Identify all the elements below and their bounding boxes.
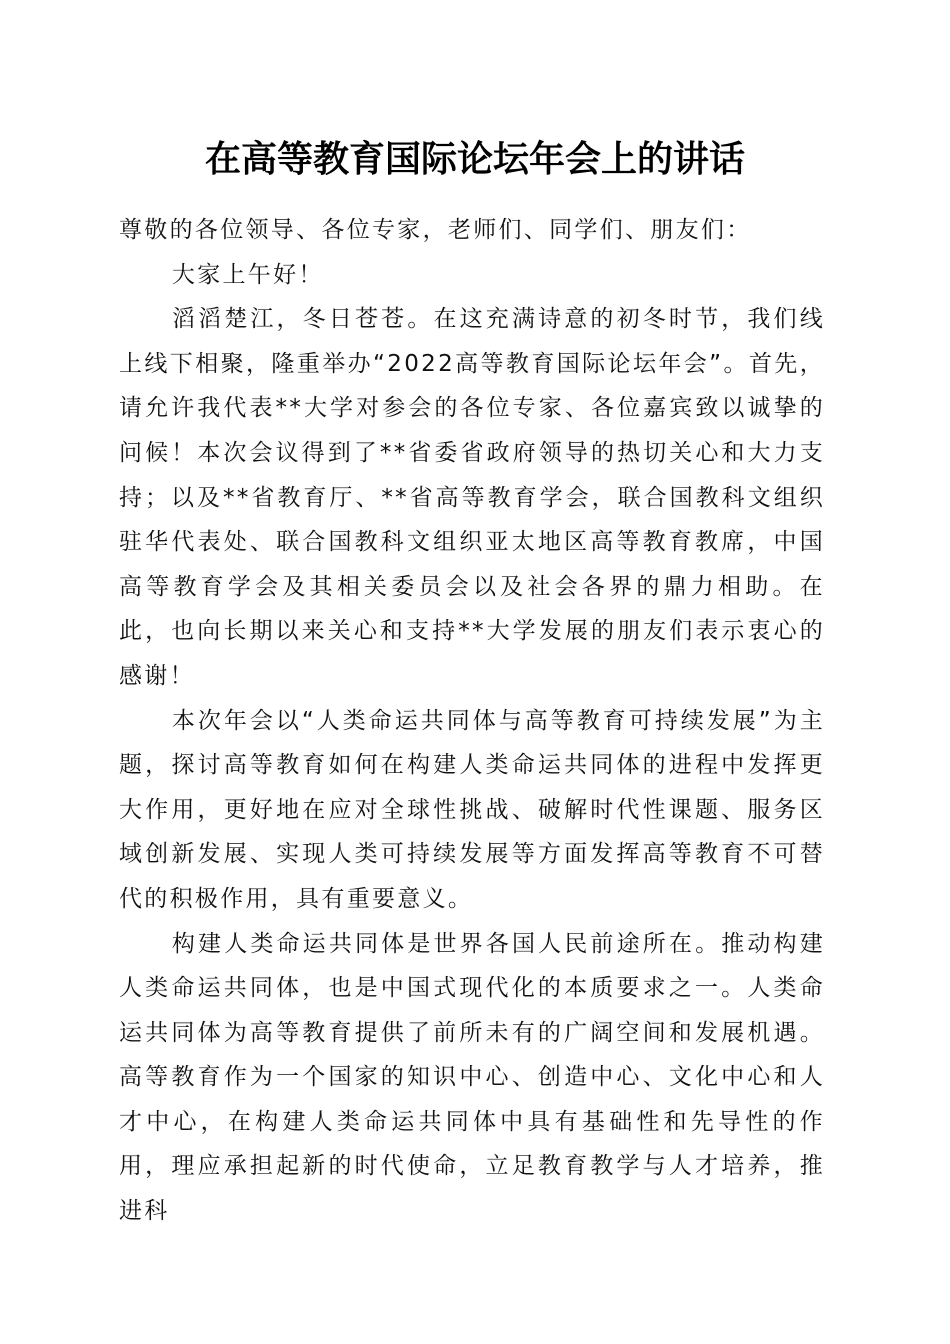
salutation: 尊敬的各位领导、各位专家，老师们、同学们、朋友们： [119, 217, 752, 243]
greeting: 大家上午好！ [171, 261, 324, 288]
paragraph-opening: 滔滔楚江，冬日苍苍。在这充满诗意的初冬时节，我们线上线下相聚，隆重举办“2022高等教育国际论坛年会”。首先，请允许我代表**大学对参会的各位专家、各位嘉宾致以诚挚的问候！本次会议得到了**省委省政府领导的热切关心和大力支持；以及**省教育厅、**省高等教育学会，联合国教科文组织驻华代表处、联合国教科文组织亚太地区高等教育教席，中国高等教育学会及其相关委员会以及社会各界的鼎力相助。在此，也向长期以来关心和支持**大学发展的朋友们表示衷心的感谢！ [119, 306, 825, 689]
paragraph-theme: 本次年会以“人类命运共同体与高等教育可持续发展”为主题，探讨高等教育如何在构建人类命运共同体的进程中发挥更大作用，更好地在应对全球性挑战、破解时代性课题、服务区域创新发展、实现人类可持续发展等方面发挥高等教育不可替代的积极作用，具有重要意义。 [119, 707, 825, 912]
document-body [119, 208, 825, 1234]
document-title: 在高等教育国际论坛年会上的讲话 [204, 138, 745, 180]
paragraph-community: 构建人类命运共同体是世界各国人民前途所在。推动构建人类命运共同体，也是中国式现代化的本质要求之一。人类命运共同体为高等教育提供了前所未有的广阔空间和发展机遇。高等教育作为一个国家的知识中心、创造中心、文化中心和人才中心，在构建人类命运共同体中具有基础性和先导性的作用，理应承担起新的时代使命，立足教育教学与人才培养，推进科 [119, 930, 825, 1225]
